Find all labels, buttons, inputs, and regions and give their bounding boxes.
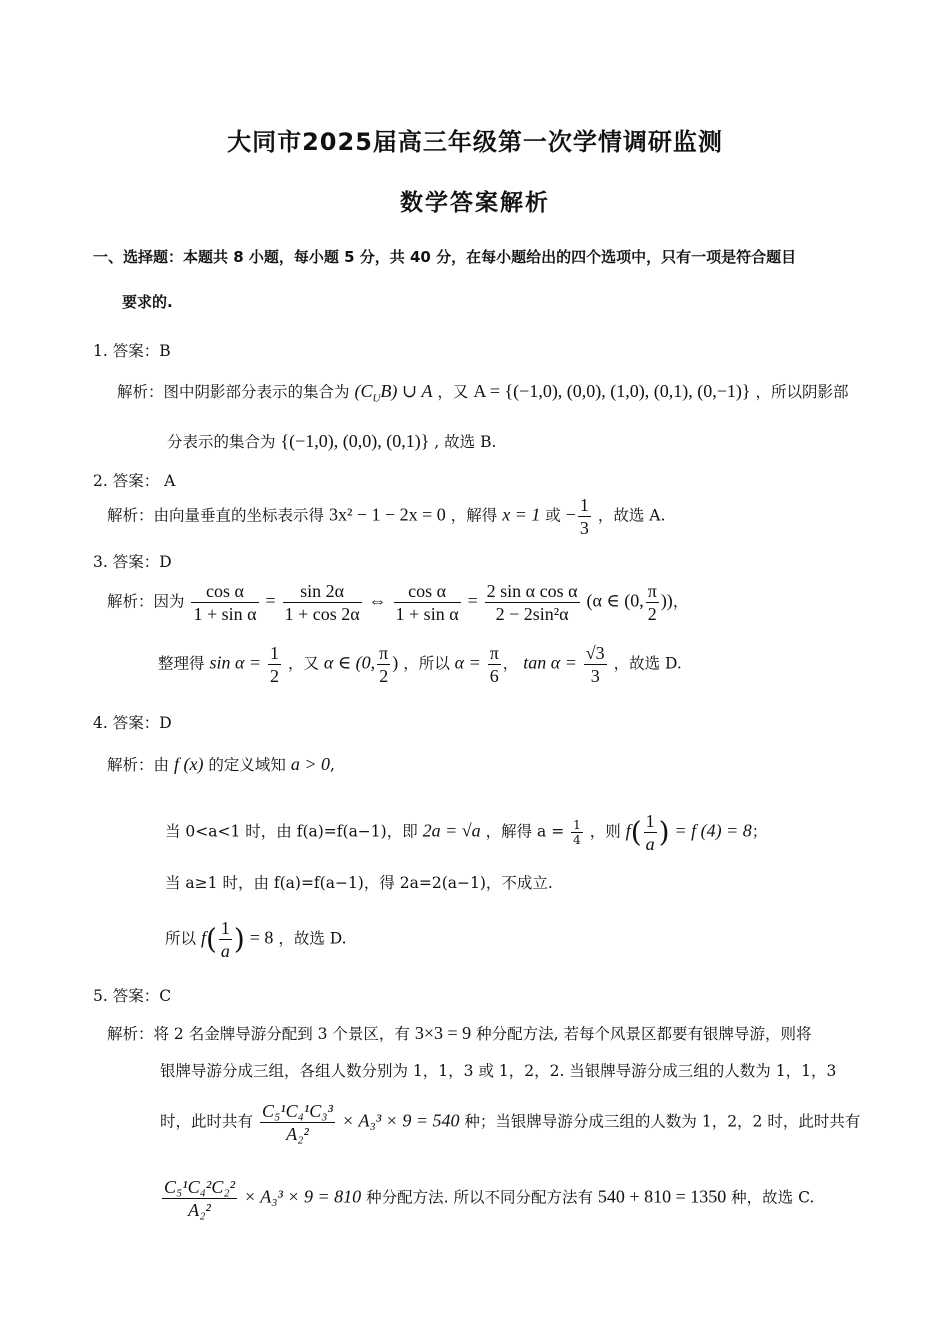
q4-conclusion: 所以 f( $\frac{1}{a}$ ) = 8 ，故选 D. bbox=[165, 918, 347, 961]
q5-explanation-line2: 银牌导游分成三组，各组人数分别为 1，1，3 或 1，2，2. 当银牌导游分成三组的人数为 1，1，3 bbox=[160, 1062, 837, 1080]
q4-case1: 当 0<a<1 时，由 f(a)=f(a−1)，即 2a = √a ，解得 a = $\frac{1}{4}$ ，则 f( $\frac{1}{a}$ ) = f (4) = 8； bbox=[165, 811, 768, 854]
q3-answer: 3. 答案：D bbox=[93, 553, 172, 571]
q1-answer: 1. 答案：B bbox=[93, 342, 171, 360]
q1-explanation-line2: 分表示的集合为 {(−1,0), (0,0), (0,1)} , 故选 B. bbox=[167, 431, 497, 451]
page-title: 大同市2025届高三年级第一次学情调研监测 bbox=[227, 128, 723, 156]
q2-explanation: 解析：由向量垂直的坐标表示得 3x² − 1 − 2x = 0 ，解得 x = 1 或 − $\frac{1}{3}$ ，故选 A. bbox=[107, 495, 666, 538]
q1-explanation-line1: 解析：图中阴影部分表示的集合为 $(C_UB)$ ∪ A ，又 A = {(−1,0), (0,0), (1,0), (0,1), (0,−1)} ，所以阴影部 bbox=[117, 381, 849, 405]
q3-explanation-line2: 整理得 sin α = $\frac{1}{2}$ ，又 α ∈ (0, $\frac{\pi}{2}$ ) ，所以 α = $\frac{\pi}{6}$ ， tan α = $\frac{√3}{3}$ ，故选 D. bbox=[158, 643, 682, 686]
q2-fraction: $\frac{1}{3}$ bbox=[579, 495, 589, 538]
page-subtitle: 数学答案解析 bbox=[400, 190, 550, 216]
q4-case2: 当 a≥1 时，由 f(a)=f(a−1)，得 2a=2(a−1)，不成立. bbox=[165, 874, 553, 892]
q5-explanation-line4: $\frac{\text{C₅¹C₄²C₂²}}{\text{A₂²}}$ × A₃³ × 9 = 810 种分配方法. 所以不同分配方法有 540 + 810 = 1350 种，故选 C. bbox=[164, 1177, 815, 1220]
q1-set-a: A = {(−1,0), (0,0), (1,0), (0,1), (0,−1)} bbox=[473, 381, 751, 401]
q2-answer: 2. 答案： A bbox=[93, 472, 176, 490]
q5-explanation-line1: 解析：将 2 名金牌导游分配到 3 个景区，有 3×3 = 9 种分配方法, 若每个风景区都要有银牌导游，则将 bbox=[107, 1023, 812, 1043]
section-heading: 一、选择题：本题共 8 小题，每小题 5 分，共 40 分，在每小题给出的四个选项中，只有一项是符合题目 bbox=[93, 248, 797, 266]
section-heading-cont: 要求的. bbox=[122, 293, 173, 311]
q4-answer: 4. 答案：D bbox=[93, 714, 172, 732]
q4-explanation-line1: 解析：由 f (x) 的定义域知 a > 0, bbox=[107, 754, 335, 774]
q1-complement-expr: $(C_UB)$ ∪ A bbox=[354, 381, 433, 405]
q5-explanation-line3: 时，此时共有 $\frac{\text{C₅¹C₄¹C₃³}}{\text{A₂²}}$ × A₃³ × 9 = 540 种；当银牌导游分成三组的人数为 1，2，2 时，此时共有 bbox=[160, 1101, 861, 1144]
q3-explanation-line1: 解析：因为 $\frac{\text{cos α}}{\text{1 + sin α}}$ = $\frac{\sin 2\alpha}{1 + \cos 2\alpha}$ ⇔ $\frac{\text{cos α}}{\text{1 + sin α}}$ = $\frac{\text{2 sin α cos α}}{\text{2 − 2sin²α}}$ (α ∈ (0, $\frac{\pi}{2}$ ))， bbox=[107, 581, 689, 624]
q5-answer: 5. 答案：C bbox=[93, 987, 172, 1005]
